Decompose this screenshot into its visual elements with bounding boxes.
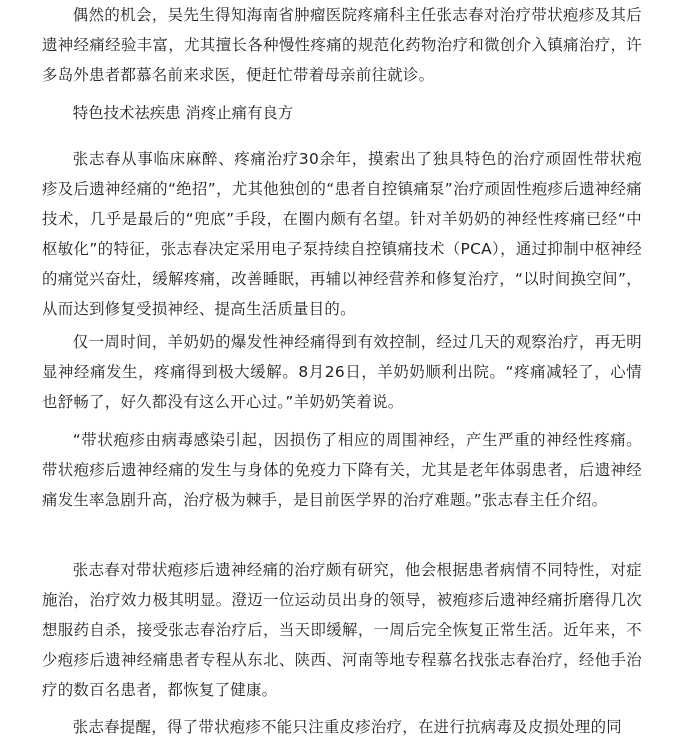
paragraph-reminder: 张志春提醒，得了带状疱疹不能只注重皮疹治疗，在进行抗病毒及皮损处理的同 [72, 718, 622, 736]
section-subheading: 特色技术祛疾患 消疼止痛有良方 [72, 104, 294, 122]
paragraph-quote: “带状疱疹由病毒感染引起，因损伤了相应的周围神经，产生严重的神经性疼痛。带状疱疹后遗神经痛的发生与身体的免疫力下降有关，尤其是老年体弱患者，后遗神经痛发生率急剧升高，治疗极为棘手，是目前医学界的治疗难题。”张志春主任介绍。 [42, 431, 642, 509]
paragraph-treatment-technique: 张志春从事临床麻醉、疼痛治疗30余年，摸索出了独具特色的治疗顽固性带状疱疹及后遗神经痛的“绝招”，尤其他独创的“患者自控镇痛泵”治疗顽固性疱疹后遗神经痛技术，几乎是最后的“兜底”手段，在圈内颇有名望。针对羊奶奶的神经性疼痛已经“中枢敏化”的特征，张志春决定采用电子泵持续自控镇痛技术（PCA），通过抑制中枢神经的痛觉兴奋灶，缓解疼痛，改善睡眠，再辅以神经营养和修复治疗，“以时间换空间”，从而达到修复受损神经、提高生活质量目的。 [42, 150, 642, 318]
paragraph-referral: 偶然的机会，吴先生得知海南省肿瘤医院疼痛科主任张志春对治疗带状疱疹及其后遗神经痛经验丰富，尤其擅长各种慢性疼痛的规范化药物治疗和微创介入镇痛治疗，许多岛外患者都慕名前来求医，便赶忙带着母亲前往就诊。 [42, 6, 642, 84]
paragraph-recovery: 仅一周时间，羊奶奶的爆发性神经痛得到有效控制，经过几天的观察治疗，再无明显神经痛发生，疼痛得到极大缓解。8月26日，羊奶奶顺利出院。“疼痛减轻了，心情也舒畅了，好久都没有这么开心过。”羊奶奶笑着说。 [42, 333, 642, 411]
paragraph-experience: 张志春对带状疱疹后遗神经痛的治疗颇有研究，他会根据患者病情不同特性，对症施治，治疗效力极其明显。澄迈一位运动员出身的领导，被疱疹后遗神经痛折磨得几次想服药自杀，接受张志春治疗后，当天即缓解，一周后完全恢复正常生活。近年来，不少疱疹后遗神经痛患者专程从东北、陕西、河南等地专程慕名找张志春治疗，经他手治疗的数百名患者，都恢复了健康。 [42, 561, 642, 699]
